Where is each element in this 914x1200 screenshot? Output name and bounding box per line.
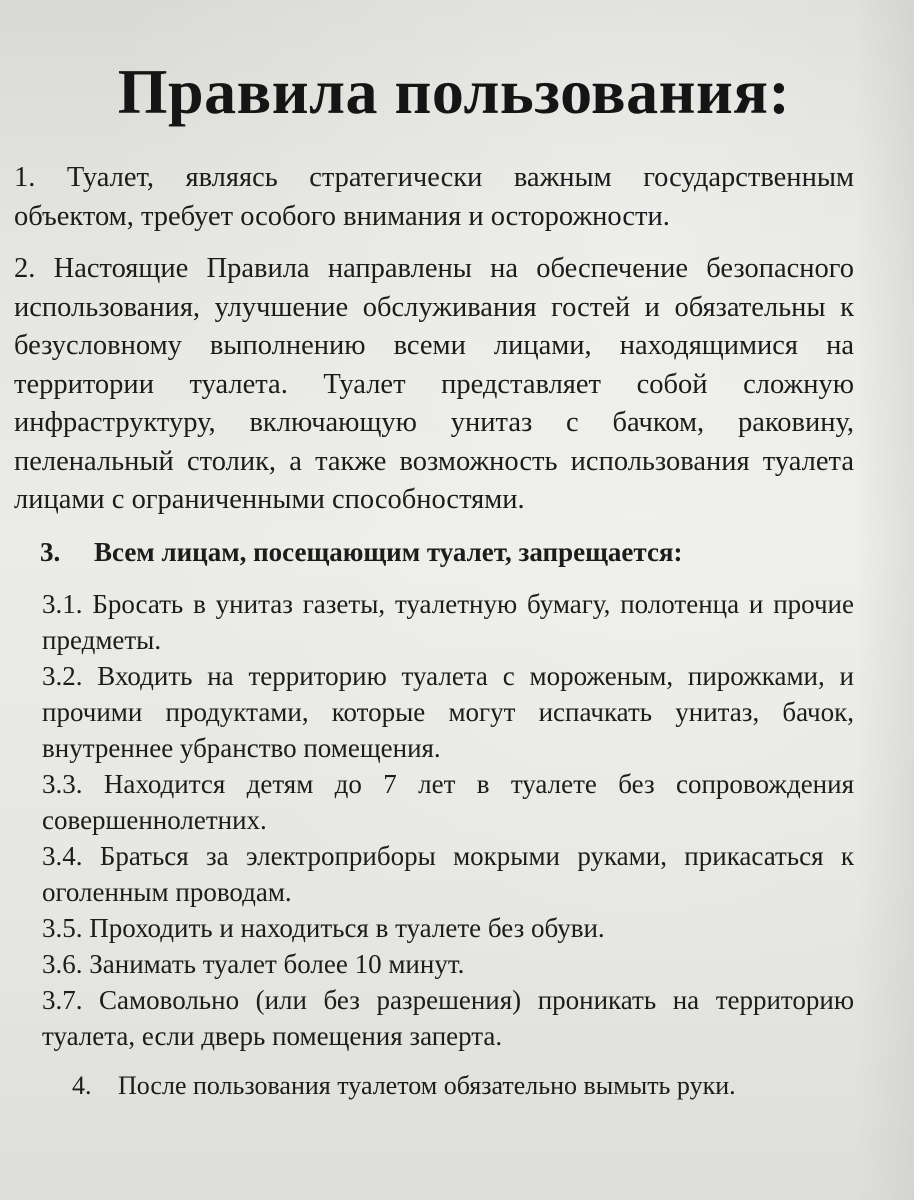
list-item: 3.3. Находится детям до 7 лет в туалете без сопровождения совершеннолетних. xyxy=(42,768,854,835)
page-title: Правила пользования: xyxy=(117,56,791,127)
section-3-number: 3. xyxy=(40,536,61,567)
prohibitions-list xyxy=(42,586,854,1054)
section-4-text: После пользования туалетом обязательно вымыть руки. xyxy=(118,1070,736,1100)
section-4 xyxy=(72,1068,854,1104)
list-item: 3.7. Самовольно (или без разрешения) проникать на территорию туалета, если дверь помещения заперта. xyxy=(42,984,854,1051)
list-item: 3.1. Бросать в унитаз газеты, туалетную бумагу, полотенца и прочие предметы. xyxy=(42,588,854,655)
list-item: 3.5. Проходить и находиться в туалете без обуви. xyxy=(42,912,605,943)
list-item: 3.4. Браться за электроприборы мокрыми руками, прикасаться к оголенным проводам. xyxy=(42,840,854,907)
rule-paragraph-1: 1. Туалет, являясь стратегически важным государственным объектом, требует особого внимания и осторожности. xyxy=(14,162,854,232)
list-item: 3.6. Занимать туалет более 10 минут. xyxy=(42,948,465,979)
section-3-heading xyxy=(40,534,854,570)
section-4-number: 4. xyxy=(72,1070,92,1100)
paper-edge-shadow xyxy=(856,0,914,1200)
list-item: 3.2. Входить на территорию туалета с мороженым, пирожками, и прочими продуктами, которые могут испачкать унитаз, бачок, внутреннее убранство помещения. xyxy=(42,660,854,763)
section-3-heading-text: Всем лицам, посещающим туалет, запрещается: xyxy=(94,536,683,567)
rule-paragraph-2: 2. Настоящие Правила направлены на обеспечение безопасного использования, улучшение обслуживания гостей и обязательны к безусловному выполнению всеми лицами, находящимися на территории туалета. Туалет представляет собой сложную инфраструктуру, включающую унитаз с бачком, раковину, пеленальный столик, а также возможность использования туалета лицами с ограниченными способностями. xyxy=(14,253,854,516)
